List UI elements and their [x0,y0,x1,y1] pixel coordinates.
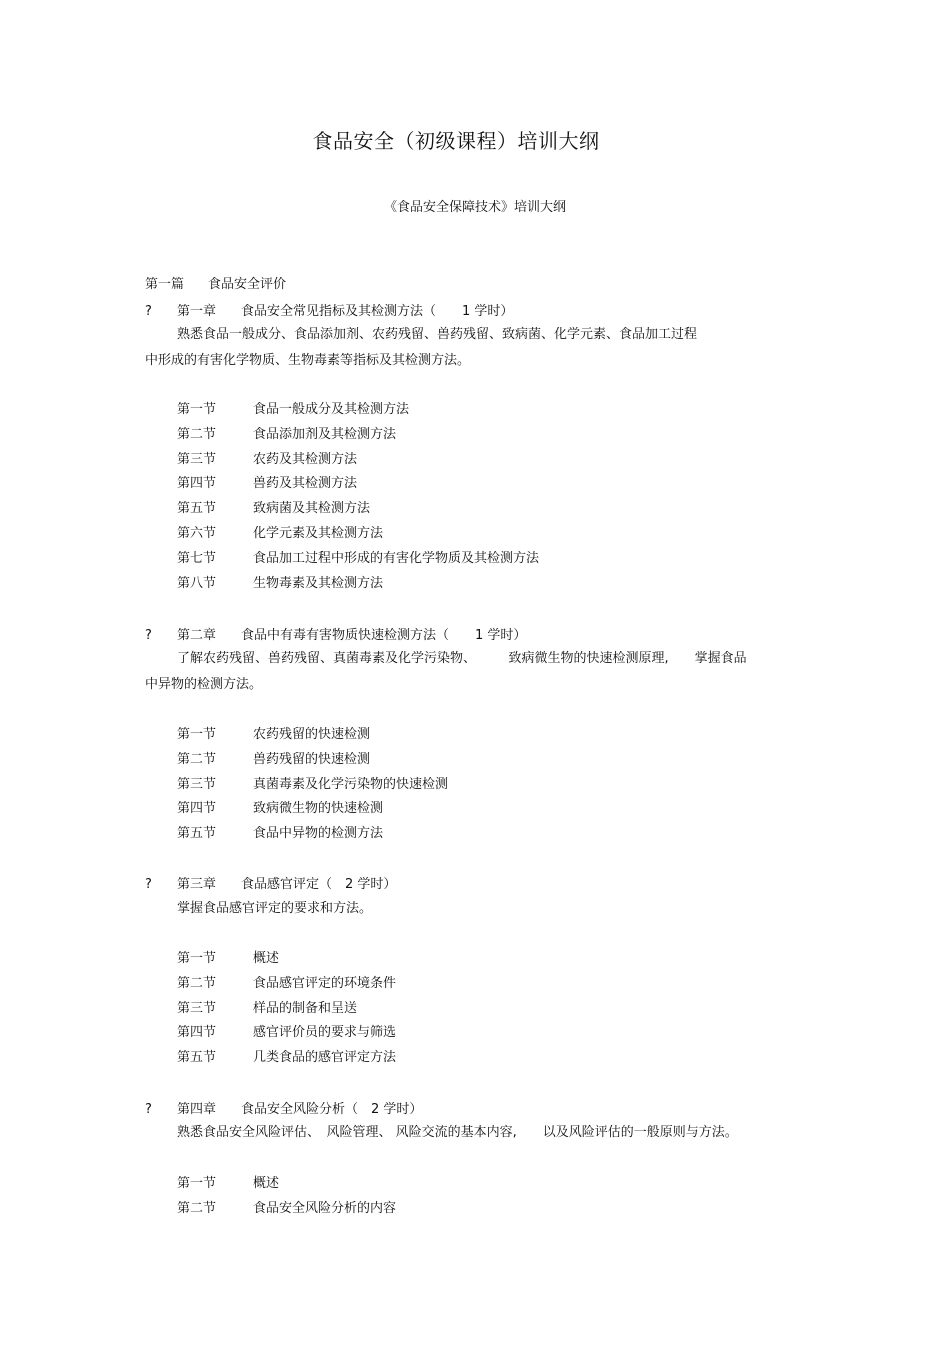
section-number: 第五节 [177,1050,217,1066]
section-number: 第二节 [177,426,217,442]
document-subtitle: 《食品安全保障技术》培训大纲 [383,200,566,215]
section-title: 兽药残留的快速检测 [253,751,371,767]
chapter-bullet: ? [145,877,152,892]
section-item [177,1048,396,1073]
chapter-4-heading [145,1100,422,1120]
section-number: 第三节 [177,451,217,467]
section-item [177,1199,396,1224]
chapter-2-description [145,646,815,698]
section-item [177,974,396,999]
section-number: 第三节 [177,1000,217,1016]
section-number: 第八节 [177,575,217,591]
chapter-bullet: ? [145,628,152,643]
chapter-1-sections [177,400,539,598]
section-number: 第五节 [177,826,217,842]
section-title: 概述 [253,951,280,966]
section-number: 第一节 [177,727,217,742]
section-item [177,775,448,800]
section-title: 几类食品的感官评定方法 [253,1050,397,1066]
section-item [177,949,396,974]
chapter-4-sections [177,1174,396,1224]
description-line: 熟悉食品一般成分、食品添加剂、农药残留、兽药残留、致病菌、化学元素、食品加工过程 [177,327,698,342]
chapter-2-heading [145,626,526,646]
section-item [177,750,448,775]
section-number: 第一节 [177,951,217,966]
chapter-title: 食品感官评定（ 2 学时） [241,877,397,892]
section-title: 食品添加剂及其检测方法 [253,426,397,442]
section-title: 致病菌及其检测方法 [253,501,371,517]
section-number: 第六节 [177,525,217,541]
section-item [177,474,539,499]
section-number: 第二节 [177,1200,217,1216]
section-title: 感官评价员的要求与筛选 [253,1025,397,1041]
section-number: 第二节 [177,975,217,991]
chapter-title: 食品安全风险分析（ 2 学时） [241,1102,423,1117]
section-item [177,400,539,425]
section-item [177,725,448,750]
chapter-2-sections [177,725,448,849]
section-title: 化学元素及其检测方法 [253,525,384,541]
section-item [177,1023,396,1048]
section-item [177,799,448,824]
chapter-1-description [145,322,815,374]
section-item [177,574,539,599]
section-title: 农药残留的快速检测 [253,727,371,742]
chapter-title: 食品安全常见指标及其检测方法（ 1 学时） [241,304,514,319]
section-number: 第二节 [177,751,217,767]
document-title: 食品安全（初级课程）培训大纲 [312,129,600,153]
section-item [177,824,448,849]
chapter-1-heading [145,302,513,322]
chapter-bullet: ? [145,1102,152,1117]
chapter-number: 第二章 [177,628,217,643]
chapter-number: 第一章 [177,304,217,319]
section-item [177,1174,396,1199]
section-item [177,499,539,524]
chapter-bullet: ? [145,304,152,319]
section-item [177,999,396,1024]
part-name: 食品安全评价 [208,277,287,292]
chapter-number: 第三章 [177,877,217,892]
chapter-3-description [145,896,815,922]
section-item [177,549,539,574]
description-line: 掌握食品感官评定的要求和方法。 [177,901,373,916]
section-title: 兽药及其检测方法 [253,476,358,492]
chapter-title: 食品中有毒有害物质快速检测方法（ 1 学时） [241,628,527,643]
section-number: 第四节 [177,476,217,492]
part-number: 第一篇 [145,277,185,292]
section-title: 食品中异物的检测方法 [253,826,384,842]
chapter-3-heading [145,875,396,895]
part-heading [145,275,286,295]
section-title: 农药及其检测方法 [253,451,358,467]
chapter-number: 第四章 [177,1102,217,1117]
section-title: 食品加工过程中形成的有害化学物质及其检测方法 [253,550,540,566]
chapter-3-sections [177,949,396,1073]
section-number: 第四节 [177,1025,217,1041]
section-number: 第四节 [177,801,217,817]
section-title: 食品一般成分及其检测方法 [253,402,410,417]
section-title: 概述 [253,1176,280,1191]
section-title: 样品的制备和呈送 [253,1000,358,1016]
section-title: 致病微生物的快速检测 [253,801,384,817]
chapter-4-description [145,1120,815,1146]
description-line: 熟悉食品安全风险评估、 风险管理、 风险交流的基本内容, 以及风险评估的一般原则与方法。 [177,1125,738,1140]
section-number: 第三节 [177,776,217,792]
section-title: 食品感官评定的环境条件 [253,975,397,991]
section-number: 第一节 [177,402,217,417]
section-item [177,450,539,475]
section-title: 真菌毒素及化学污染物的快速检测 [253,776,449,792]
section-number: 第五节 [177,501,217,517]
section-title: 生物毒素及其检测方法 [253,575,384,591]
section-number: 第七节 [177,550,217,566]
section-item [177,524,539,549]
section-title: 食品安全风险分析的内容 [253,1200,397,1216]
description-line: 中形成的有害化学物质、生物毒素等指标及其检测方法。 [145,353,471,368]
section-number: 第一节 [177,1176,217,1191]
section-item [177,425,539,450]
description-line: 了解农药残留、兽药残留、真菌毒素及化学污染物、 致病微生物的快速检测原理, 掌握食品 [177,651,747,666]
description-line: 中异物的检测方法。 [145,677,263,692]
